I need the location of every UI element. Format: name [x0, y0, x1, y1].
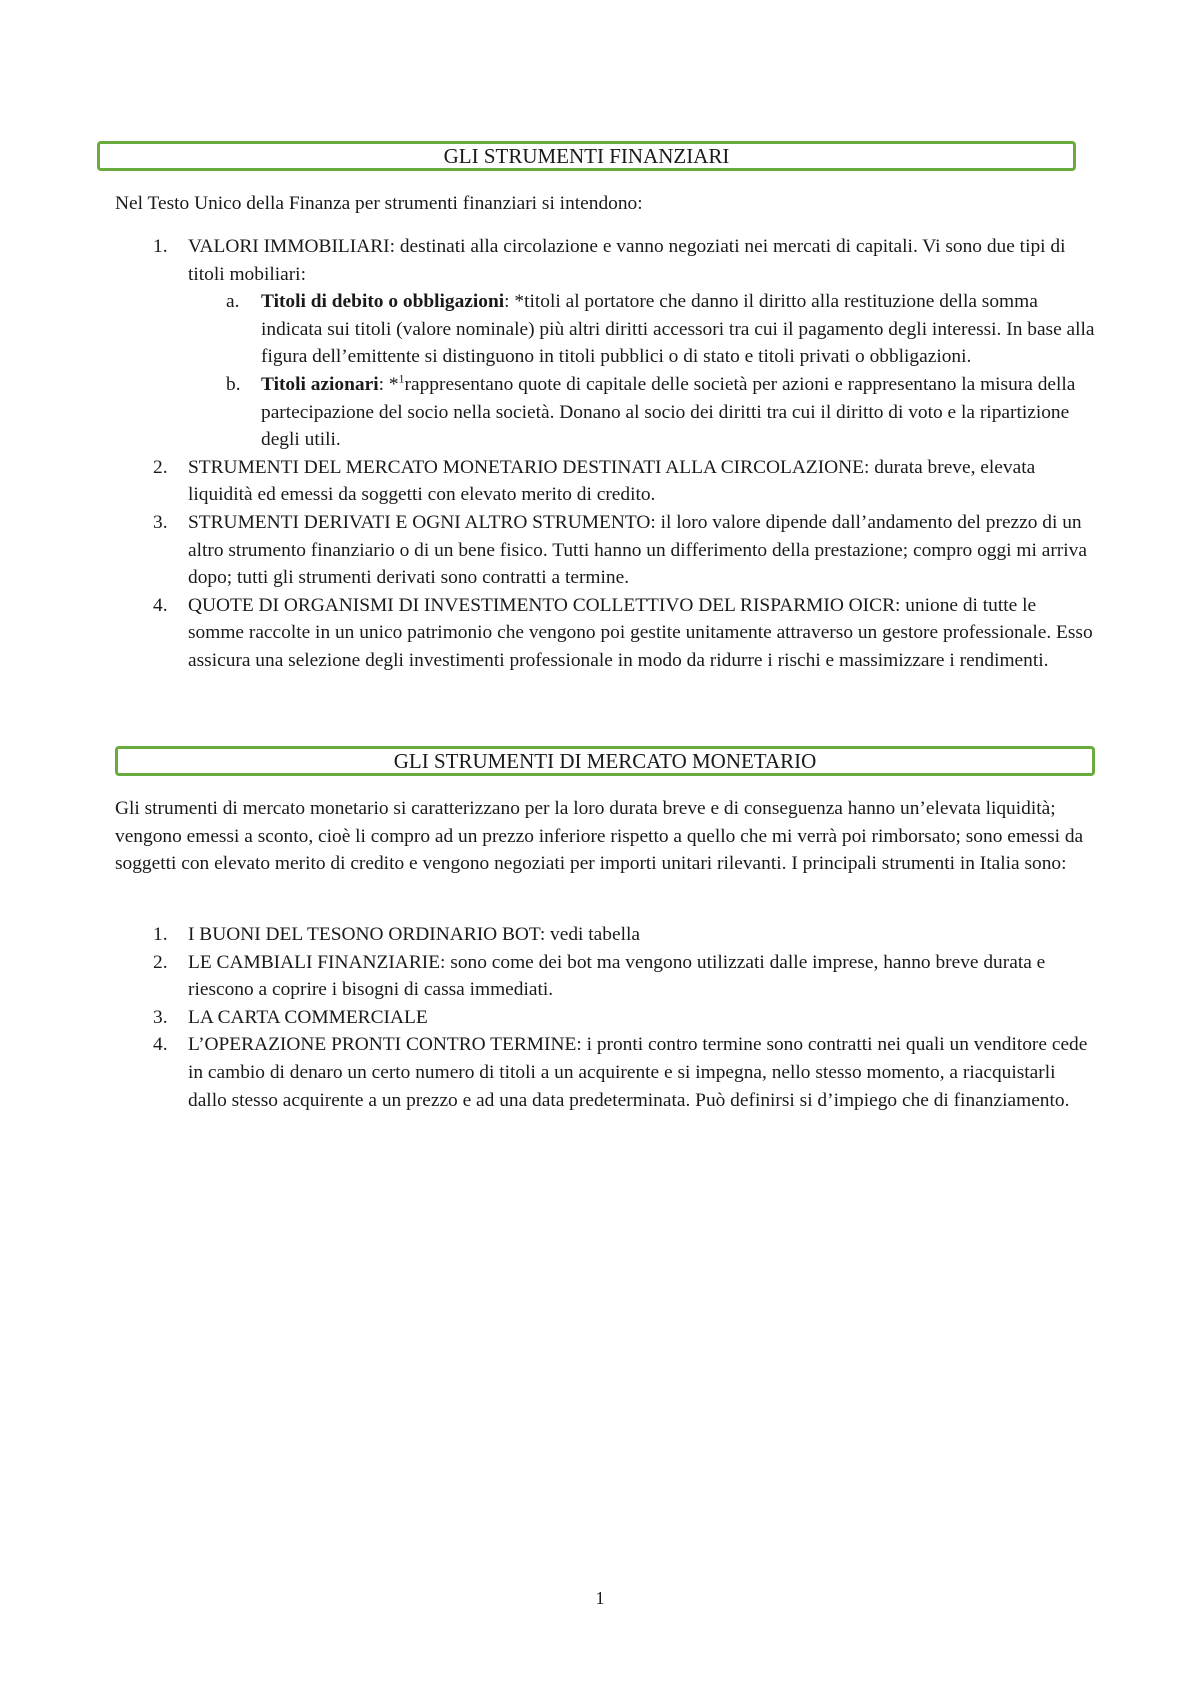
- sub-list-item-term: Titoli azionari: [261, 373, 379, 395]
- section1-intro: Nel Testo Unico della Finanza per strumenti finanziari si intendono:: [115, 193, 643, 214]
- list-item-number: 3.: [153, 1006, 168, 1028]
- sub-list-item: [188, 288, 1095, 371]
- list-item: [115, 921, 1095, 949]
- list-item-number: 4.: [153, 594, 168, 616]
- sub-list-item-letter: a.: [226, 291, 240, 313]
- list-item: [115, 949, 1095, 1004]
- list-item-text: VALORI IMMOBILIARI: destinati alla circolazione e vanno negoziati nei mercati di capitali. Vi sono due tipi di titoli mobiliari:: [188, 236, 1066, 285]
- sub-list: [188, 288, 1095, 454]
- list-item-text: STRUMENTI DEL MERCATO MONETARIO DESTINATI ALLA CIRCOLAZIONE: durata breve, elevata liquidità ed emessi da soggetti con elevato merito di credito.: [188, 456, 1036, 506]
- sub-list-item-text: : *titoli al portatore che danno il diritto alla restituzione della somma indicata sui titoli (valore nominale) più altri diritti accessori tra cui il pagamento degli interessi. In base alla figura dell’emittente si distinguono in titoli pubblici o di stato e titoli privati o obbligazioni.: [261, 291, 1095, 368]
- list-item-number: 3.: [153, 511, 168, 533]
- list-item: [115, 592, 1095, 675]
- sub-list-item-prefix: : *: [378, 373, 399, 395]
- page-number: 1: [595, 1588, 605, 1608]
- list-item-text: LE CAMBIALI FINANZIARIE: sono come dei bot ma vengono utilizzati dalle imprese, hanno breve durata e riescono a coprire i bisogni di cassa immediati.: [188, 951, 1046, 1001]
- section-heading-mercato-monetario: GLI STRUMENTI DI MERCATO MONETARIO: [115, 746, 1095, 776]
- list-item-text: STRUMENTI DERIVATI E OGNI ALTRO STRUMENTO: il loro valore dipende dall’andamento del prezzo di un altro strumento finanziario o di un bene fisico. Tutti hanno un differimento della prestazione; compro oggi mi arriva dopo; tutti gli strumenti derivati sono contratti a termine.: [188, 511, 1087, 589]
- list-item-number: 1.: [153, 236, 168, 257]
- list-item-number: 2.: [153, 951, 168, 973]
- list-item: [115, 454, 1095, 509]
- list-item-text: QUOTE DI ORGANISMI DI INVESTIMENTO COLLETTIVO DEL RISPARMIO OICR: unione di tutte le somme raccolte in un unico patrimonio che vengono poi gestite unitamente attraverso un gestore professionale. Esso assicura una selezione degli investimenti professionale in modo da ridurre i rischi e massimizzare i rendimenti.: [188, 594, 1093, 671]
- sub-list-item: [188, 371, 1095, 454]
- list-item-number: 2.: [153, 456, 168, 478]
- section-heading-strumenti-finanziari: GLI STRUMENTI FINANZIARI: [97, 141, 1076, 171]
- sub-list-item-letter: b.: [226, 373, 241, 395]
- sub-list-item-term: Titoli di debito o obbligazioni: [261, 291, 505, 313]
- list-item: [115, 1004, 1095, 1032]
- footnote-reference[interactable]: 1: [398, 371, 405, 386]
- list-item-text: I BUONI DEL TESONO ORDINARIO BOT: vedi tabella: [188, 924, 640, 945]
- list-item-number: 4.: [153, 1034, 168, 1056]
- section1-list: [115, 233, 1095, 675]
- sub-list-item-text: rappresentano quote di capitale delle società per azioni e rappresentano la misura della partecipazione del socio nella società. Donano al socio dei diritti tra cui il diritto di voto e la ripartizione degli utili.: [261, 373, 1076, 451]
- list-item: [115, 509, 1095, 592]
- list-item: [115, 1031, 1095, 1114]
- list-item: [115, 233, 1095, 454]
- list-item-number: 1.: [153, 924, 168, 945]
- list-item-text: L’OPERAZIONE PRONTI CONTRO TERMINE: i pronti contro termine sono contratti nei quali un venditore cede in cambio di denaro un certo numero di titoli a un acquirente e si impegna, nello stesso momento, a riacquistarli dallo stesso acquirente a un prezzo e ad una data predeterminata. Può definirsi si d’impiego che di finanziamento.: [188, 1034, 1088, 1111]
- section2-intro: Gli strumenti di mercato monetario si caratterizzano per la loro durata breve e di conseguenza hanno un’elevata liquidità; vengono emessi a sconto, cioè li compro ad un prezzo inferiore rispetto a quello che mi verrà poi rimborsato; sono emessi da soggetti con elevato merito di credito e vengono negoziati per importi unitari rilevanti. I principali strumenti in Italia sono:: [115, 798, 1084, 875]
- section2-list: [115, 921, 1095, 1114]
- list-item-text: LA CARTA COMMERCIALE: [188, 1006, 428, 1028]
